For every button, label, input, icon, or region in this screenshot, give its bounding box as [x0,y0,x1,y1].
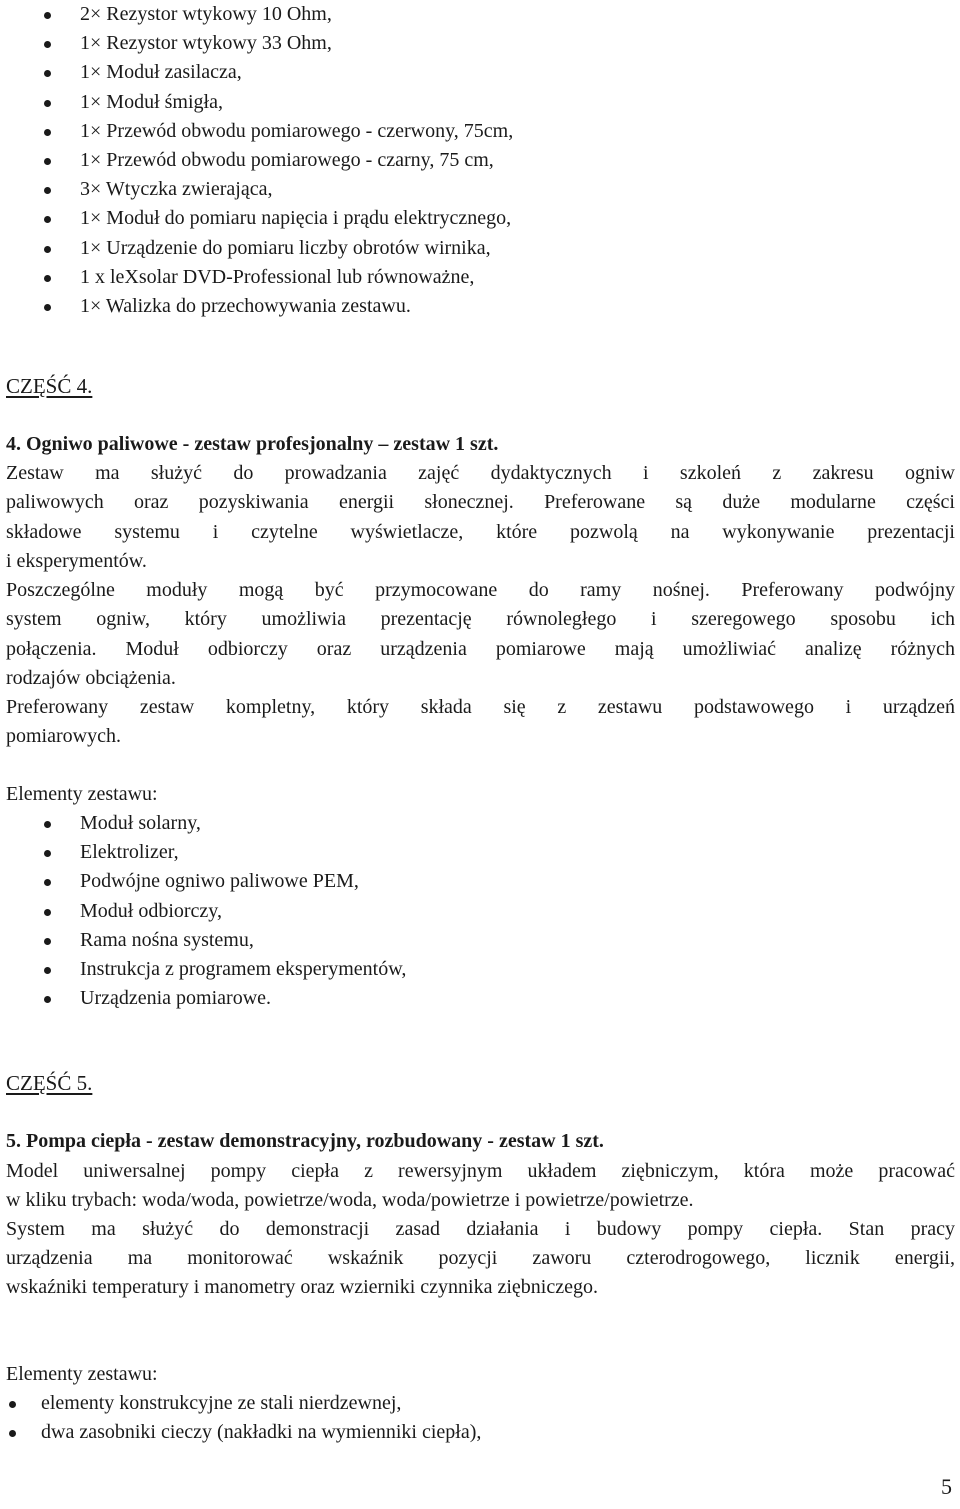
part4-paragraph-line: pomiarowych. [6,725,121,747]
bullet-icon [44,158,51,165]
list-item: 1× Moduł śmigła, [80,88,513,117]
part4-paragraph-line: Preferowany zestaw kompletny, który składa się z zestawu podstawowego i urządzeń [6,696,955,718]
list-item: 2× Rezystor wtykowy 10 Ohm, [80,0,513,29]
part5-paragraph-line: Model uniwersalnej pompy ciepła z rewersyjnym układem ziębniczym, która może pracować [6,1160,955,1182]
list-item: Instrukcja z programem eksperymentów, [80,955,406,984]
part5-paragraph-line: System ma służyć do demonstracji zasad działania i budowy pompy ciepła. Stan pracy [6,1218,955,1240]
bullet-icon [9,1430,16,1437]
list-item: 1× Moduł zasilacza, [80,58,513,87]
list-item: Elektrolizer, [80,838,406,867]
part5-subtitle: 5. Pompa ciepła - zestaw demonstracyjny, rozbudowany - zestaw 1 szt. [6,1130,604,1152]
bullet-icon [44,100,51,107]
bullet-icon [44,909,51,916]
list-item: 3× Wtyczka zwierająca, [80,175,513,204]
bullet-icon [44,967,51,974]
list-item: Urządzenia pomiarowe. [80,984,406,1013]
bullet-icon [44,938,51,945]
list-item: elementy konstrukcyjne ze stali nierdzewnej, [41,1389,481,1418]
bullet-icon [44,129,51,136]
bullet-icon [44,275,51,282]
part5-elements-label: Elementy zestawu: [6,1363,158,1385]
list-item: Rama nośna systemu, [80,926,406,955]
list-item: Podwójne ogniwo paliwowe PEM, [80,867,406,896]
part4-elements-list [80,809,406,1013]
list-item: 1× Walizka do przechowywania zestawu. [80,292,513,321]
list-item: 1× Rezystor wtykowy 33 Ohm, [80,29,513,58]
list-item: 1× Moduł do pomiaru napięcia i prądu elektrycznego, [80,204,513,233]
part5-paragraph-line: wskaźniki temperatury i manometry oraz wzierniki czynnika ziębniczego. [6,1276,598,1298]
part4-paragraph-line: rodzajów obciążenia. [6,667,176,689]
bullet-icon [44,12,51,19]
bullet-icon [44,879,51,886]
bullet-icon [44,821,51,828]
part4-heading: CZĘŚĆ 4. [6,374,93,398]
part4-paragraph-line: Poszczególne moduły mogą być przymocowane do ramy nośnej. Preferowany podwójny [6,579,955,601]
list-item: 1× Przewód obwodu pomiarowego - czarny, 75 cm, [80,146,513,175]
list-item: 1× Urządzenie do pomiaru liczby obrotów wirnika, [80,234,513,263]
bullet-icon [44,216,51,223]
bullet-icon [44,246,51,253]
bullet-icon [44,304,51,311]
part4-paragraph-line: Zestaw ma służyć do prowadzania zajęć dydaktycznych i szkoleń z zakresu ogniw [6,462,955,484]
part4-paragraph-line: połączenia. Moduł odbiorczy oraz urządzenia pomiarowe mają umożliwiać analizę różnych [6,638,955,660]
bullet-icon [9,1401,16,1408]
bullet-icon [44,850,51,857]
list-item: Moduł solarny, [80,809,406,838]
bullet-icon [44,187,51,194]
part5-heading: CZĘŚĆ 5. [6,1071,93,1095]
list-item: 1 x leXsolar DVD-Professional lub równoważne, [80,263,513,292]
part4-paragraph-line: system ogniw, który umożliwia prezentację równoległego i szeregowego sposobu ich [6,608,955,630]
parts-list-top [80,0,513,321]
part4-elements-label: Elementy zestawu: [6,783,158,805]
list-item: 1× Przewód obwodu pomiarowego - czerwony, 75cm, [80,117,513,146]
part4-paragraph-line: paliwowych oraz pozyskiwania energii słonecznej. Preferowane są duże modularne części [6,491,955,513]
part5-elements-list [41,1389,481,1447]
list-item: dwa zasobniki cieczy (nakładki na wymienniki ciepła), [41,1418,481,1447]
list-item: Moduł odbiorczy, [80,897,406,926]
page-number: 5 [941,1474,952,1499]
part5-paragraph-line: urządzenia ma monitorować wskaźnik pozycji zaworu czterodrogowego, licznik energii, [6,1247,955,1269]
part4-subtitle: 4. Ogniwo paliwowe - zestaw profesjonalny – zestaw 1 szt. [6,433,499,455]
bullet-icon [44,70,51,77]
part5-paragraph-line: w kliku trybach: woda/woda, powietrze/woda, woda/powietrze i powietrze/powietrze. [6,1189,694,1211]
part4-paragraph-line: składowe systemu i czytelne wyświetlacze, które pozwolą na wykonywanie prezentacji [6,521,955,543]
bullet-icon [44,41,51,48]
part4-paragraph-line: i eksperymentów. [6,550,147,572]
bullet-icon [44,996,51,1003]
